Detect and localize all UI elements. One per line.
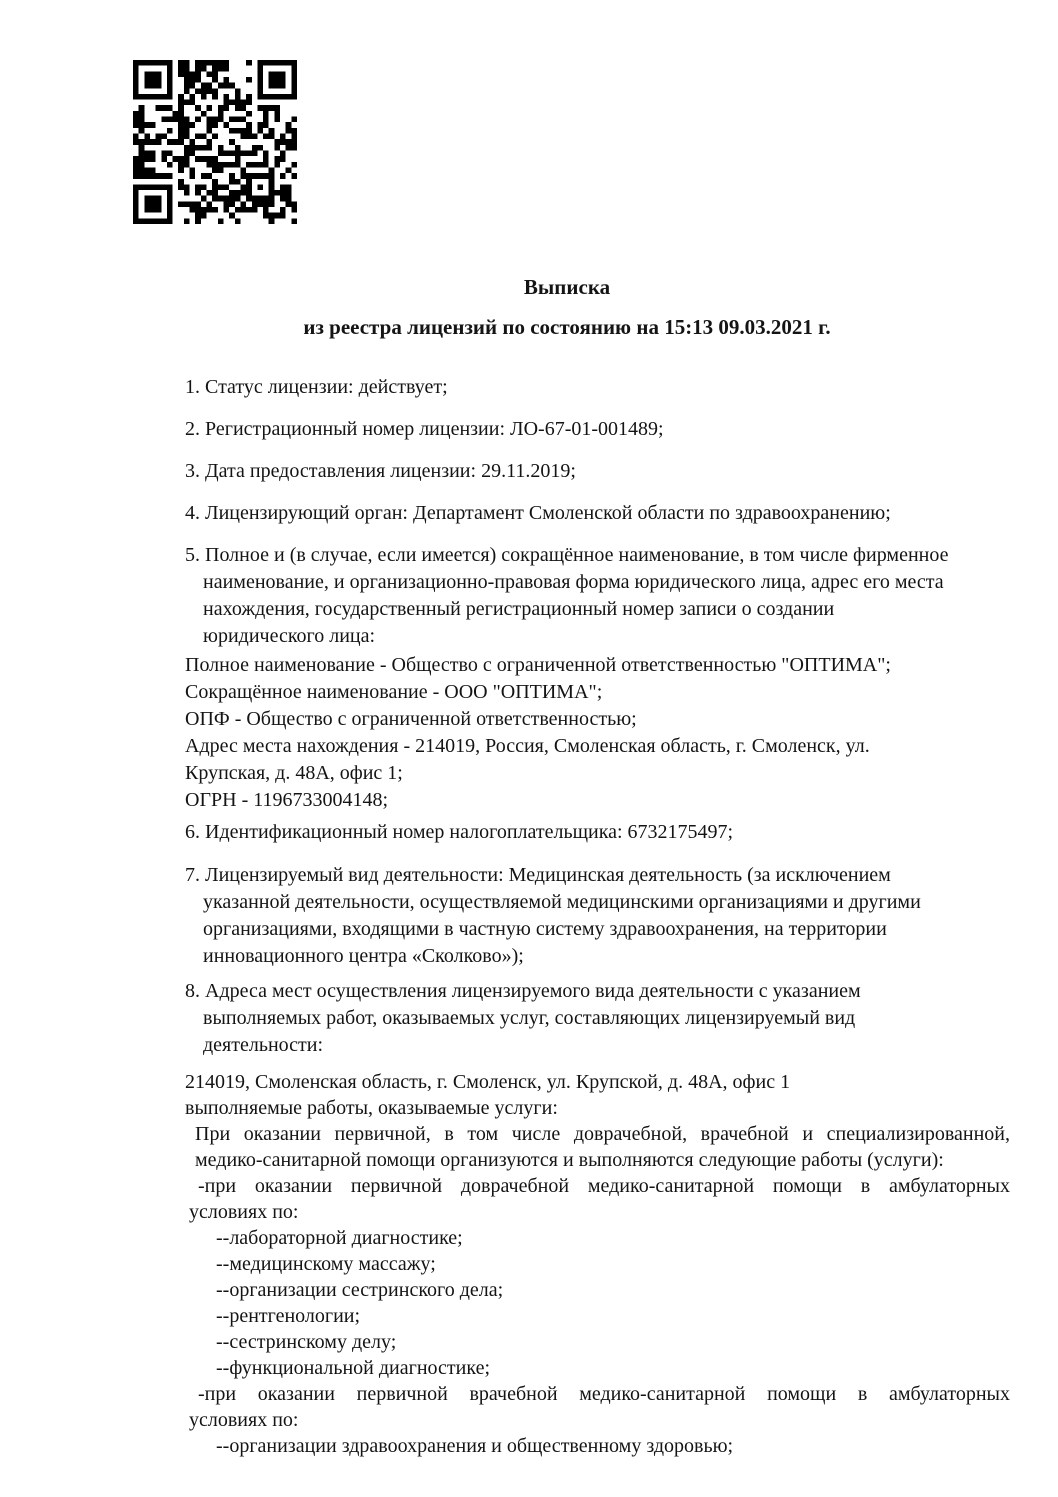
detail-line: -при оказании первичной врачебной медико-санитарной помощи в амбулаторных <box>198 1383 1010 1405</box>
document-body <box>185 374 1010 1459</box>
item-line: указанной деятельности, осуществляемой медицинскими организациями и другими <box>203 891 921 913</box>
detail-line: --рентгенологии; <box>216 1305 361 1327</box>
item-line: деятельности: <box>203 1034 324 1056</box>
detail-line: При оказании первичной, в том числе доврачебной, врачебной и специализированной, <box>195 1123 1010 1145</box>
item-line: 4. Лицензирующий орган: Департамент Смоленской области по здравоохранению; <box>185 502 891 524</box>
item-licensing-authority <box>185 500 1010 527</box>
detail-line: --организации здравоохранения и общественному здоровью; <box>216 1435 734 1457</box>
item-line: 3. Дата предоставления лицензии: 29.11.2019; <box>185 460 576 482</box>
detail-line: --сестринскому делу; <box>216 1331 397 1353</box>
item-line: 6. Идентификационный номер налогоплательщика: 6732175497; <box>185 821 734 843</box>
item-line: 8. Адреса мест осуществления лицензируемого вида деятельности с указанием <box>185 980 861 1002</box>
item-line: организациями, входящими в частную систему здравоохранения, на территории <box>203 918 887 940</box>
activity-details-block <box>185 1069 1010 1459</box>
detail-line: --лабораторной диагностике; <box>216 1227 463 1249</box>
org-details-block <box>185 652 1010 814</box>
document-title: Выписка <box>523 275 611 299</box>
qr-code-icon <box>133 60 297 224</box>
item-license-status <box>185 374 1010 401</box>
item-line: 5. Полное и (в случае, если имеется) сокращённое наименование, в том числе фирменное <box>185 544 949 566</box>
org-address-cont: Крупская, д. 48А, офис 1; <box>185 762 403 784</box>
detail-line: --функциональной диагностике; <box>216 1357 491 1379</box>
detail-line: -при оказании первичной доврачебной медико-санитарной помощи в амбулаторных <box>198 1175 1010 1197</box>
org-full-name: Полное наименование - Общество с ограниченной ответственностью "ОПТИМА"; <box>185 654 891 676</box>
org-short-name: Сокращённое наименование - ООО "ОПТИМА"; <box>185 681 603 703</box>
activity-address-line: 214019, Смоленская область, г. Смоленск, ул. Крупской, д. 48А, офис 1 <box>185 1071 791 1093</box>
detail-line: --медицинскому массажу; <box>216 1253 436 1275</box>
item-license-number <box>185 416 1010 443</box>
detail-line: --организации сестринского дела; <box>216 1279 504 1301</box>
detail-line: выполняемые работы, оказываемые услуги: <box>185 1097 558 1119</box>
org-address: Адрес места нахождения - 214019, Россия, Смоленская область, г. Смоленск, ул. <box>185 735 870 757</box>
item-licensed-activity <box>185 862 1010 970</box>
item-line: юридического лица: <box>203 625 376 647</box>
item-line: 1. Статус лицензии: действует; <box>185 376 448 398</box>
item-organization-names <box>185 542 1010 650</box>
item-line: выполняемых работ, оказываемых услуг, составляющих лицензируемый вид <box>203 1007 856 1029</box>
item-line: наименование, и организационно-правовая форма юридического лица, адрес его места <box>203 571 944 593</box>
org-ogrn: ОГРН - 1196733004148; <box>185 789 389 811</box>
item-line: нахождения, государственный регистрационный номер записи о создании <box>203 598 835 620</box>
item-license-date <box>185 458 1010 485</box>
item-taxpayer-number <box>185 819 1010 846</box>
document-subtitle: из реестра лицензий по состоянию на 15:13 09.03.2021 г. <box>303 315 831 339</box>
org-legal-form: ОПФ - Общество с ограниченной ответственностью; <box>185 708 637 730</box>
item-line: 7. Лицензируемый вид деятельности: Медицинская деятельность (за исключением <box>185 864 891 886</box>
detail-line: медико-санитарной помощи организуются и выполняются следующие работы (услуги): <box>195 1149 944 1171</box>
detail-line: условиях по: <box>189 1409 299 1431</box>
item-line: инновационного центра «Сколково»); <box>203 945 524 967</box>
item-activity-addresses <box>185 978 1010 1059</box>
detail-line: условиях по: <box>189 1201 299 1223</box>
item-line: 2. Регистрационный номер лицензии: ЛО-67-01-001489; <box>185 418 664 440</box>
